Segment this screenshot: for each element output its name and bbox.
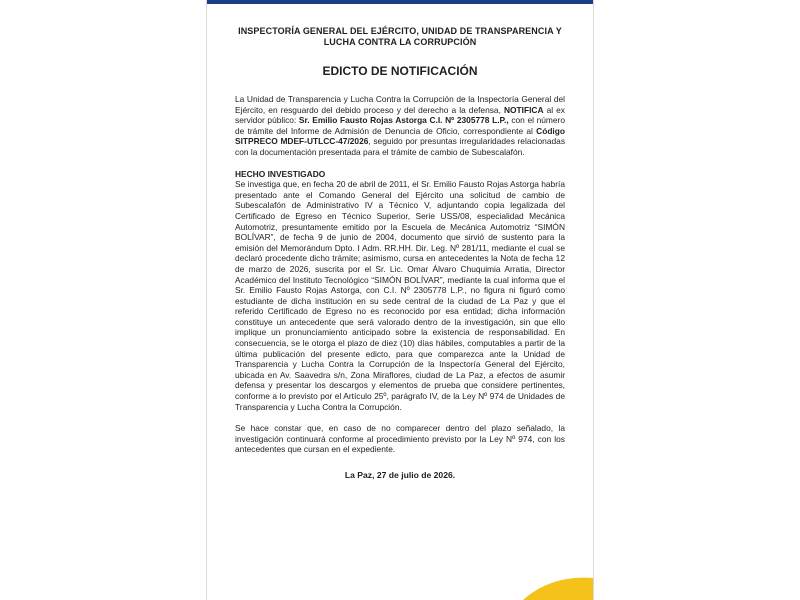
decorative-swoosh [523,574,593,600]
intro-bold-person: Sr. Emilio Fausto Rojas Astorga C.I. Nº 2305778 L.P., [298,115,509,126]
institution-heading [235,26,565,48]
intro-bold-notifica: NOTIFICA [503,104,544,115]
edict-page [206,0,594,600]
institution-heading-line-1: INSPECTORÍA GENERAL DEL EJÉRCITO, UNIDAD DE TRANSPARENCIA Y [238,26,562,36]
section-title: HECHO INVESTIGADO [235,168,326,179]
intro-bold-code: Código SITPRECO MDEF-UTLCC-47/2026 [235,125,565,147]
edict-title: EDICTO DE NOTIFICACIÓN [322,64,478,78]
closing-paragraph: Se hace constar que, en caso de no comparecer dentro del plazo señalado, la investigación continuará conforme al procedimiento previsto por la Ley Nº 974, con los antecedentes que cursan en el expediente. [235,423,565,455]
spacer [235,158,565,169]
top-accent-bar [207,0,593,4]
intro-text-2: al ex servidor público: [235,104,565,126]
intro-text-1: La Unidad de Transparencia y Lucha Contra la Corrupción de la Inspectoría General del Ejército, en resguardo del debido proceso y del derecho a la defensa, [235,94,565,115]
spacer [235,412,565,423]
intro-text-3: con el número de trámite del Informe de Admisión de Denuncia de Oficio, correspondiente al [235,115,565,136]
institution-heading-line-2: LUCHA CONTRA LA CORRUPCIÓN [323,37,477,47]
edict-date: La Paz, 27 de julio de 2026. [344,470,456,480]
edict-content [235,26,565,481]
intro-text-4: , seguido por presuntas irregularidades relacionadas con la documentación presentada para el trámite de cambio de Subescalafón. [235,136,566,157]
intro-paragraph [235,94,565,158]
investigation-paragraph: Se investiga que, en fecha 20 de abril de 2011, el Sr. Emilio Fausto Rojas Astorga habría presentado ante el Comando General del Ejército una solicitud de cambio de Subescalafón de Administrativo IV a Técnico V, adjuntando copia legalizada del Certificado de Egreso en Técnico Superior, Serie USS/08, especialidad Mecánica Automotriz, presuntamente emitido por la Escuela de Mecánica Automotriz “SIMÓN BOLÍVAR”, de fecha 9 de junio de 2004, documento que sirvió de sustento para la emisión del Memorándum Dpto. I Adm. RR.HH. Dir. Leg. Nº 281/11, mediante el cual se declaró procedente dicho trámite; asimismo, cursa en antecedentes la Nota de fecha 12 de marzo de 2026, suscrita por el Sr. Lic. Omar Álvaro Chuquimia Arratia, Director Académico del Instituto Tecnológico “SIMÓN BOLÍVAR”, mediante la cual informa que el Sr. Emilio Fausto Rojas Astorga, con C.I. Nº 2305778 L.P., no figura ni figuró como estudiante de dicha institución en su sede central de la ciudad de La Paz y que el referido Certificado de Egreso no es reconocido por esa entidad; dicha información constituye un antecedente que será valorado dentro de la investigación, sin que ello implique un pronunciamiento anticipado sobre la existencia de responsabilidad. En consecuencia, se le otorga el plazo de diez (10) días hábiles, computables a partir de la última publicación del presente edicto, para que comparezca ante la Unidad de Transparencia y Lucha Contra la Corrupción de la Inspectoría General del Ejército, ubicada en Av. Saavedra s/n, Zona Miraflores, ciudad de La Paz, a efectos de asumir defensa y presentar los descargos y elementos de prueba que considere pertinentes, conforme a lo previsto por el Artículo 25º, parágrafo IV, de la Ley Nº 974 de Unidades de Transparencia y Lucha Contra la Corrupción. [235,179,565,412]
